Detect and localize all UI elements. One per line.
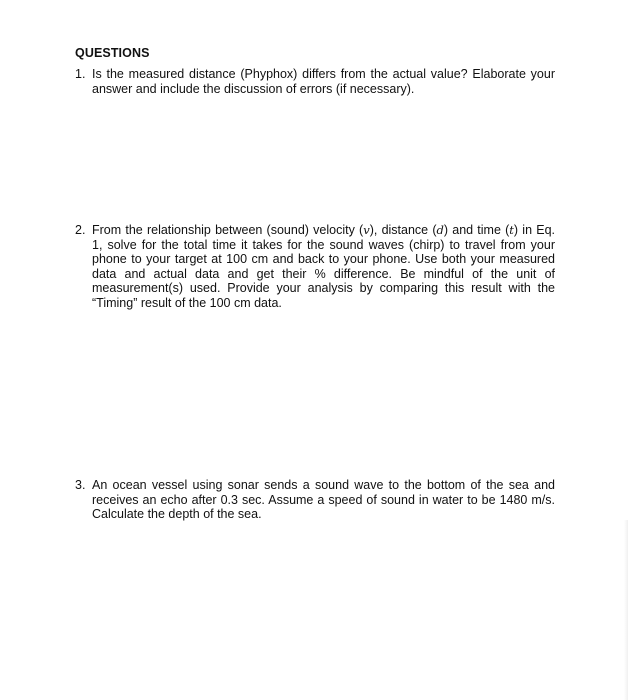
page-edge-shadow	[624, 520, 628, 700]
question-text: Is the measured distance (Phyphox) differs from the actual value? Elaborate your answer and include the discussion of errors (if necessary).	[92, 67, 555, 96]
velocity-symbol: v	[363, 223, 370, 237]
question-2	[75, 223, 555, 311]
question-3	[75, 478, 555, 522]
question-text: An ocean vessel using sonar sends a sound wave to the bottom of the sea and receives an echo after 0.3 sec. Assume a speed of sound in water to be 1480 m/s. Calculate the depth of the sea.	[92, 478, 555, 522]
question-number: 1.	[75, 67, 86, 81]
question-text-part: ) in Eq. 1, solve for the total time it takes for the sound waves (chirp) to travel from your phone to your target at 100 cm and back to your phone. Use both your measured data and actual data and get their % difference. Be mindful of the unit of measurement(s) used. Provide your analysis by comparing this result with the “Timing” result of the 100 cm data.	[92, 223, 555, 310]
question-text	[92, 223, 555, 311]
question-text-part: ) and time (	[443, 223, 510, 237]
question-1	[75, 67, 555, 96]
questions-heading: QUESTIONS	[75, 46, 150, 60]
question-number: 2.	[75, 223, 86, 237]
distance-symbol: d	[436, 223, 444, 237]
time-symbol: t	[509, 223, 514, 237]
question-text-part: From the relationship between (sound) velocity (	[92, 223, 364, 237]
question-number: 3.	[75, 478, 86, 492]
question-text-part: ), distance (	[369, 223, 437, 237]
